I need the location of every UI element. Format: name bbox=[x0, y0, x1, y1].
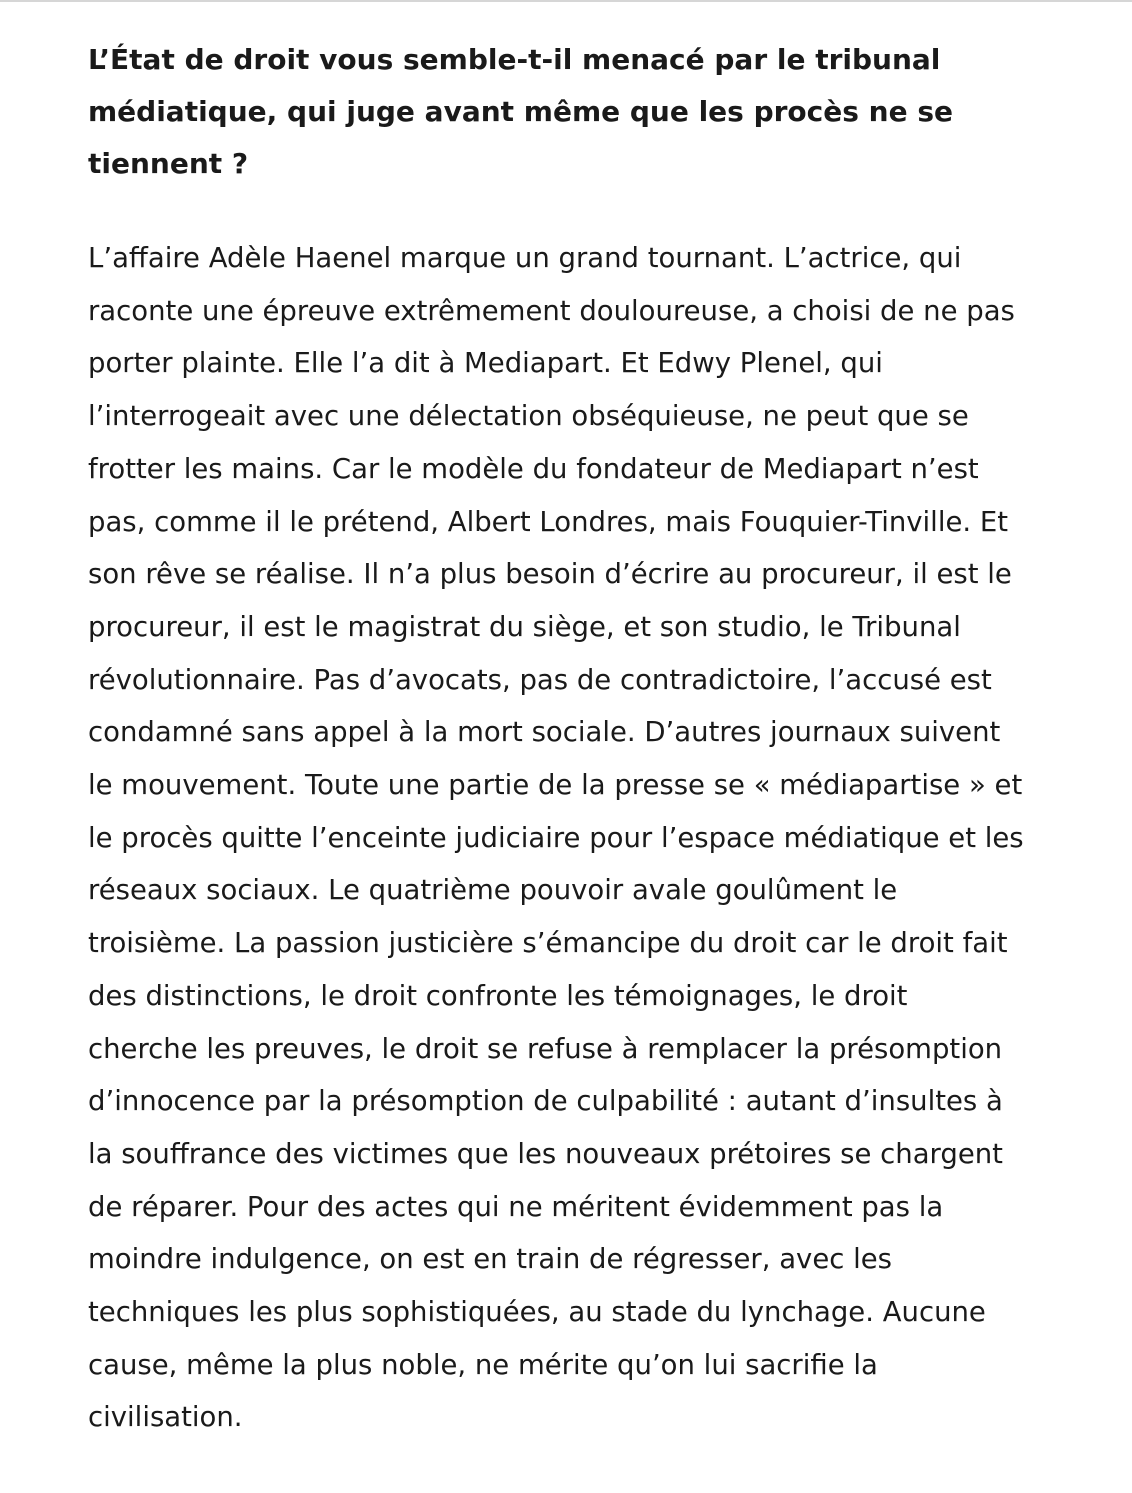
answer-line: raconte une épreuve extrêmement douloureuse, a choisi de ne pas bbox=[88, 294, 1015, 327]
answer-line: révolutionnaire. Pas d’avocats, pas de contradictoire, l’accusé est bbox=[88, 663, 992, 696]
answer-line: réseaux sociaux. Le quatrième pouvoir avale goulûment le bbox=[88, 874, 898, 907]
answer-line: le procès quitte l’enceinte judiciaire pour l’espace médiatique et les bbox=[88, 821, 1024, 854]
article-body bbox=[88, 34, 1088, 1444]
answer-line: le mouvement. Toute une partie de la presse se « médiapartise » et bbox=[88, 769, 1023, 802]
answer-line: cherche les preuves, le droit se refuse à remplacer la présomption bbox=[88, 1032, 1003, 1065]
answer-line: techniques les plus sophistiquées, au stade du lynchage. Aucune bbox=[88, 1296, 986, 1329]
interview-answer bbox=[88, 232, 1088, 1444]
answer-line: porter plainte. Elle l’a dit à Mediapart. Et Edwy Plenel, qui bbox=[88, 347, 883, 380]
answer-line: la souffrance des victimes que les nouveaux prétoires se chargent bbox=[88, 1137, 1003, 1170]
answer-line: pas, comme il le prétend, Albert Londres, mais Fouquier-Tinville. Et bbox=[88, 505, 1009, 538]
answer-line: troisième. La passion justicière s’émancipe du droit car le droit fait bbox=[88, 927, 1008, 960]
answer-line: l’interrogeait avec une délectation obséquieuse, ne peut que se bbox=[88, 400, 969, 433]
answer-line: condamné sans appel à la mort sociale. D’autres journaux suivent bbox=[88, 716, 1001, 749]
question-line: tiennent ? bbox=[88, 147, 249, 180]
question-line: médiatique, qui juge avant même que les procès ne se bbox=[88, 95, 953, 128]
question-line: L’État de droit vous semble-t-il menacé par le tribunal bbox=[88, 43, 941, 76]
answer-line: civilisation. bbox=[88, 1401, 243, 1434]
answer-line: son rêve se réalise. Il n’a plus besoin d’écrire au procureur, il est le bbox=[88, 558, 1012, 591]
answer-line: de réparer. Pour des actes qui ne méritent évidemment pas la bbox=[88, 1190, 944, 1223]
answer-line: L’affaire Adèle Haenel marque un grand tournant. L’actrice, qui bbox=[88, 242, 962, 274]
interview-question bbox=[88, 34, 968, 190]
answer-line: cause, même la plus noble, ne mérite qu’on lui sacrifie la bbox=[88, 1348, 878, 1381]
answer-line: procureur, il est le magistrat du siège, et son studio, le Tribunal bbox=[88, 610, 961, 643]
answer-line: frotter les mains. Car le modèle du fondateur de Mediapart n’est bbox=[88, 452, 979, 485]
answer-line: moindre indulgence, on est en train de régresser, avec les bbox=[88, 1243, 892, 1276]
answer-line: d’innocence par la présomption de culpabilité : autant d’insultes à bbox=[88, 1085, 1003, 1118]
top-divider bbox=[0, 0, 1132, 2]
answer-line: des distinctions, le droit confronte les témoignages, le droit bbox=[88, 979, 908, 1012]
